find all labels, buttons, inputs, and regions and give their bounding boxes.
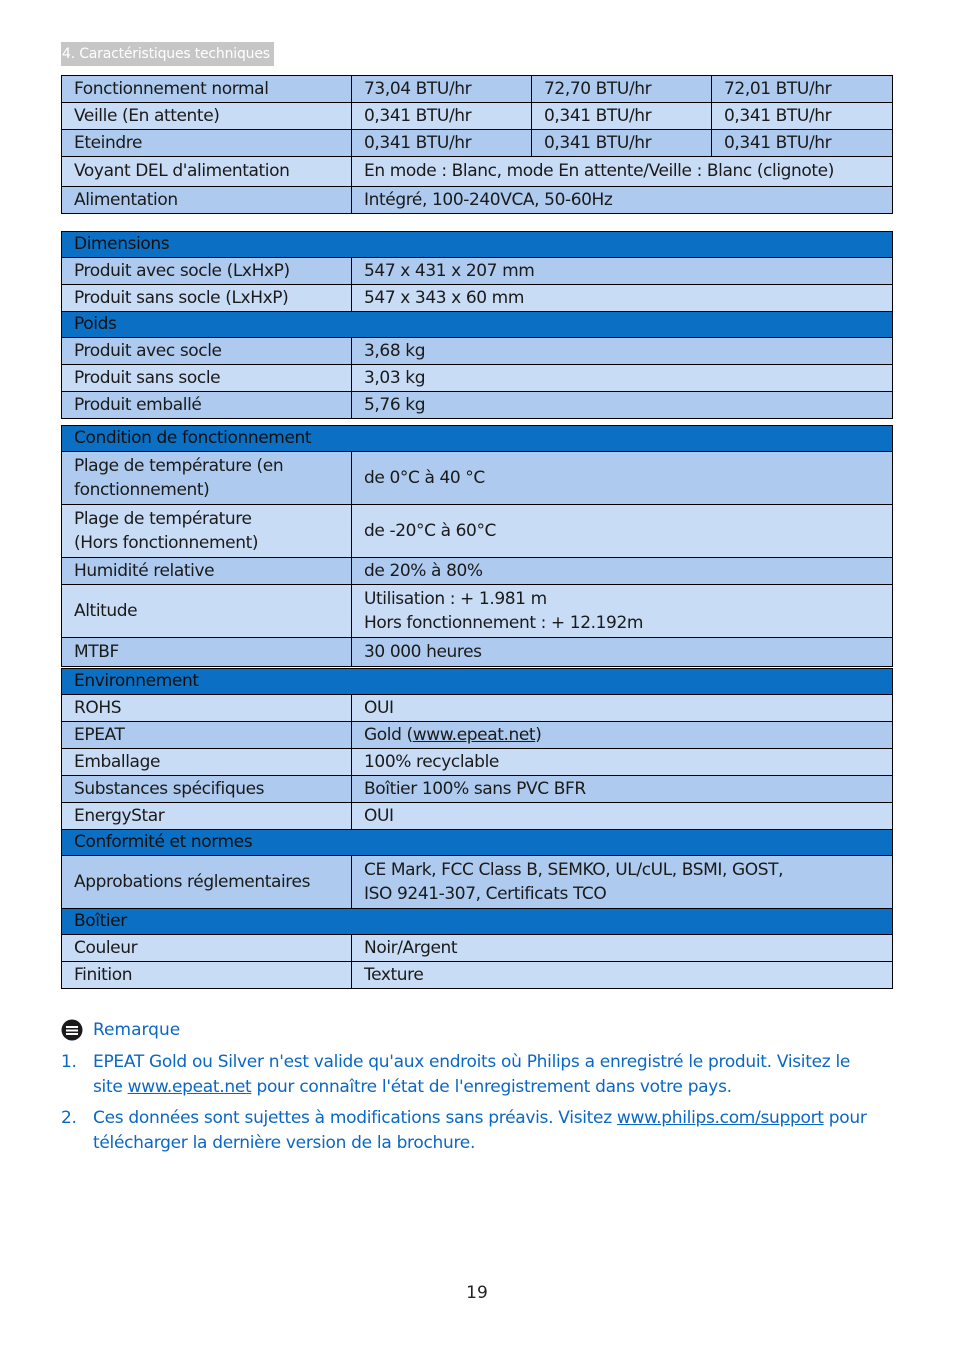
row-label [62,505,352,558]
row-value: 0,341 BTU/hr [532,130,712,157]
table-row [62,157,893,187]
row-value-line: ISO 9241-307, Certificats TCO [364,884,607,904]
row-label: Veille (En attente) [62,103,352,130]
row-label: Altitude [62,585,352,638]
section-header-label: Poids [62,312,893,338]
row-value: 547 x 431 x 207 mm [352,258,893,285]
table-row [62,103,893,130]
row-value: 0,341 BTU/hr [352,103,532,130]
table-row [62,776,893,803]
row-value: Boîtier 100% sans PVC BFR [352,776,893,803]
epeat-value-prefix: Gold ( [364,724,413,745]
table-row [62,392,893,419]
note-text [93,1106,881,1156]
row-label: Produit sans socle (LxHxP) [62,285,352,312]
table-row [62,130,893,157]
note-icon [61,1019,83,1041]
row-label: Substances spécifiques [62,776,352,803]
row-value: 0,341 BTU/hr [352,130,532,157]
row-value: 30 000 heures [352,638,893,667]
row-value: de 0°C à 40 °C [352,452,893,505]
note-text-part: pour connaître l'état de l'enregistrement dans votre pays. [251,1077,732,1097]
table-row [62,935,893,962]
section-header-label: Boîtier [62,909,893,935]
table-row [62,452,893,505]
table-row [62,856,893,909]
section-header-label: Conformité et normes [62,830,893,856]
table-row [62,962,893,989]
table-row [62,749,893,776]
row-value: de 20% à 80% [352,558,893,585]
note-list [61,1050,881,1162]
section-header [62,909,893,935]
row-label: Produit avec socle [62,338,352,365]
epeat-value-suffix: ) [535,724,542,745]
section-header [62,830,893,856]
section-tag: 4. Caractéristiques techniques [61,42,274,66]
philips-support-link[interactable]: www.philips.com/support [616,1108,824,1128]
row-value: 0,341 BTU/hr [712,103,893,130]
note-number: 1. [61,1052,77,1072]
row-value: 100% recyclable [352,749,893,776]
row-value: Texture [352,962,893,989]
note-heading [61,1018,180,1042]
row-value: 0,341 BTU/hr [532,103,712,130]
note-text-part: EPEAT Gold ou Silver n'est valide qu'aux endroits où Philips a enregistré le produit. Visitez le site [93,1052,851,1097]
note-title: Remarque [93,1020,181,1040]
row-value: OUI [352,695,893,722]
row-label: ROHS [62,695,352,722]
section-header [62,312,893,338]
row-label: Produit avec socle (LxHxP) [62,258,352,285]
table-row [62,722,893,749]
table-row [62,585,893,638]
row-value: 3,03 kg [352,365,893,392]
row-label: Approbations réglementaires [62,856,352,909]
row-value: OUI [352,803,893,830]
row-value: Intégré, 100-240VCA, 50-60Hz [352,187,893,214]
table-row [62,365,893,392]
section-header-label: Environnement [62,669,893,695]
row-value-line: Hors fonctionnement : + 12.192m [364,613,644,633]
epeat-site-link[interactable]: www.epeat.net [127,1077,252,1097]
row-value-line: CE Mark, FCC Class B, SEMKO, UL/cUL, BSMI, GOST, [364,860,784,880]
section-header-label: Condition de fonctionnement [62,426,893,452]
table-row [62,187,893,214]
power-table [61,75,893,214]
row-label-line: Plage de température [74,509,252,529]
row-label: EPEAT [62,722,352,749]
row-value [352,856,893,909]
row-label: Produit sans socle [62,365,352,392]
row-value: Noir/Argent [352,935,893,962]
row-value [352,722,893,749]
note-item [61,1050,881,1100]
note-text [93,1050,881,1100]
row-label: Humidité relative [62,558,352,585]
table-row [62,558,893,585]
row-label-line: (Hors fonctionnement) [74,533,259,553]
table-row [62,76,893,103]
page-number: 19 [466,1283,488,1303]
row-value: 72,01 BTU/hr [712,76,893,103]
row-label: Couleur [62,935,352,962]
row-label: MTBF [62,638,352,667]
row-value: de -20°C à 60°C [352,505,893,558]
row-label: Voyant DEL d'alimentation [62,157,352,187]
section-header [62,232,893,258]
note-text-part: pour télécharger la dernière version de la brochure. [93,1108,867,1153]
table-row [62,258,893,285]
epeat-link[interactable]: www.epeat.net [412,724,536,745]
section-header [62,669,893,695]
table-row [62,803,893,830]
note-item [61,1106,881,1156]
row-label: Emballage [62,749,352,776]
row-label: Produit emballé [62,392,352,419]
row-label: Finition [62,962,352,989]
row-value [352,585,893,638]
row-label: EnergyStar [62,803,352,830]
environment-table [61,668,893,989]
row-value: 547 x 343 x 60 mm [352,285,893,312]
row-value: 72,70 BTU/hr [532,76,712,103]
row-label: Eteindre [62,130,352,157]
row-label: Plage de température (en fonctionnement) [62,452,352,505]
section-header-label: Dimensions [62,232,893,258]
note-text-part: Ces données sont sujettes à modifications sans préavis. Visitez [93,1108,617,1128]
row-value: 0,341 BTU/hr [712,130,893,157]
row-label: Fonctionnement normal [62,76,352,103]
row-value: 5,76 kg [352,392,893,419]
table-row [62,505,893,558]
row-value: En mode : Blanc, mode En attente/Veille : Blanc (clignote) [352,157,893,187]
row-value: 3,68 kg [352,338,893,365]
note-number: 2. [61,1108,77,1128]
table-row [62,285,893,312]
table-row [62,638,893,667]
table-row [62,338,893,365]
table-row [62,695,893,722]
section-header [62,426,893,452]
operating-table [61,425,893,667]
row-label: Alimentation [62,187,352,214]
dimensions-table [61,231,893,419]
row-value: 73,04 BTU/hr [352,76,532,103]
row-value-line: Utilisation : + 1.981 m [364,589,547,609]
